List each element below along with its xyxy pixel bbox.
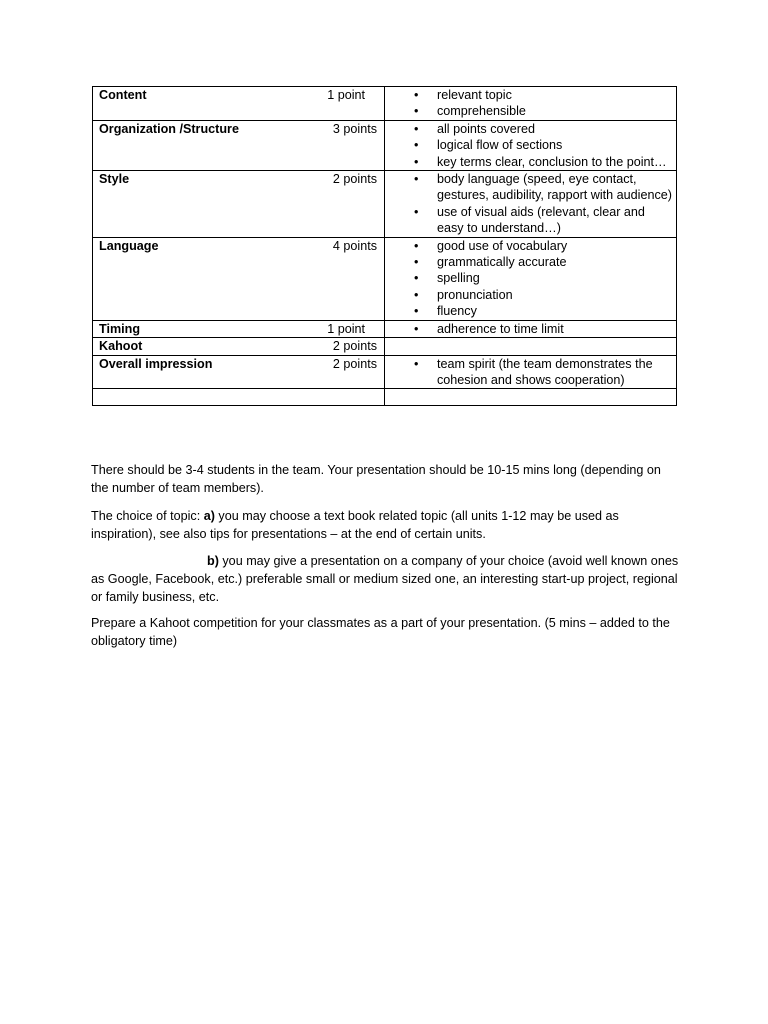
table-row — [93, 237, 677, 320]
criterion-cell — [93, 87, 385, 121]
criterion-points: 1 point — [327, 88, 365, 102]
list-item: • fluency — [385, 303, 676, 319]
list-item: • spelling — [385, 270, 676, 286]
criterion-points: 2 points — [332, 172, 377, 187]
rubric-table — [92, 86, 677, 406]
list-item: • good use of vocabulary — [385, 238, 676, 254]
option-a-text: you may choose a text book related topic (all units 1-12 may be used as inspiration), see also tips for presentations – at the end of certain units. — [91, 509, 619, 541]
list-item: • logical flow of sections — [385, 137, 676, 153]
criterion-name: Language — [99, 238, 159, 253]
descriptor-cell — [385, 355, 677, 389]
kahoot-paragraph: Prepare a Kahoot competition for your classmates as a part of your presentation. (5 mins – added to the obligatory time) — [91, 616, 670, 648]
list-item: • all points covered — [385, 121, 676, 137]
criterion-points: 3 points — [332, 121, 377, 136]
descriptor-cell — [385, 237, 677, 320]
list-item: • adherence to time limit — [385, 321, 676, 337]
list-item: • comprehensible — [385, 103, 676, 119]
criterion-cell — [93, 355, 385, 389]
table-row — [93, 320, 677, 337]
list-item: • body language (speed, eye contact, gestures, audibility, rapport with audience) — [385, 171, 676, 204]
criterion-name: Kahoot — [99, 339, 143, 354]
empty-cell — [385, 389, 677, 406]
criterion-cell — [93, 237, 385, 320]
criterion-points: 2 points — [332, 356, 377, 371]
list-item: • use of visual aids (relevant, clear and easy to understand…) — [385, 204, 676, 237]
topic-choice-intro: The choice of topic: — [91, 509, 204, 523]
criterion-name: Organization /Structure — [99, 121, 239, 136]
criterion-cell — [93, 171, 385, 238]
option-a-label: a) — [203, 509, 215, 523]
table-row — [93, 389, 677, 406]
criterion-name: Timing — [99, 321, 141, 336]
criterion-points: 2 points — [332, 339, 377, 354]
criterion-cell — [93, 120, 385, 170]
criterion-name: Content — [99, 88, 147, 102]
topic-choice-paragraph — [91, 507, 681, 543]
option-b-paragraph — [91, 552, 681, 606]
descriptor-cell — [385, 338, 677, 355]
option-b-text: you may give a presentation on a company of your choice (avoid well known ones as Google, Facebook, etc.) preferable small or medium sized one, an interesting start-up project, regional or family business, etc. — [91, 554, 679, 604]
table-row — [93, 120, 677, 170]
list-item: • grammatically accurate — [385, 254, 676, 270]
list-item: • relevant topic — [385, 87, 676, 103]
descriptor-cell — [385, 87, 677, 121]
criterion-points: 1 point — [327, 321, 365, 336]
criterion-name: Style — [99, 172, 130, 187]
option-b-label: b) — [207, 554, 219, 568]
descriptor-cell — [385, 171, 677, 238]
table-row — [93, 171, 677, 238]
table-row — [93, 87, 677, 121]
empty-cell — [93, 389, 385, 406]
criterion-cell — [93, 320, 385, 337]
descriptor-cell — [385, 320, 677, 337]
criterion-name: Overall impression — [99, 356, 213, 371]
list-item: • key terms clear, conclusion to the point… — [385, 154, 676, 170]
list-item: • team spirit (the team demonstrates the cohesion and shows cooperation) — [385, 356, 676, 389]
list-item: • pronunciation — [385, 287, 676, 303]
criterion-cell — [93, 338, 385, 355]
table-row — [93, 338, 677, 355]
table-row — [93, 355, 677, 389]
criterion-points: 4 points — [332, 238, 377, 253]
descriptor-cell — [385, 120, 677, 170]
team-size-paragraph: There should be 3-4 students in the team. Your presentation should be 10-15 mins long (depending on the number of team members). — [91, 463, 661, 495]
